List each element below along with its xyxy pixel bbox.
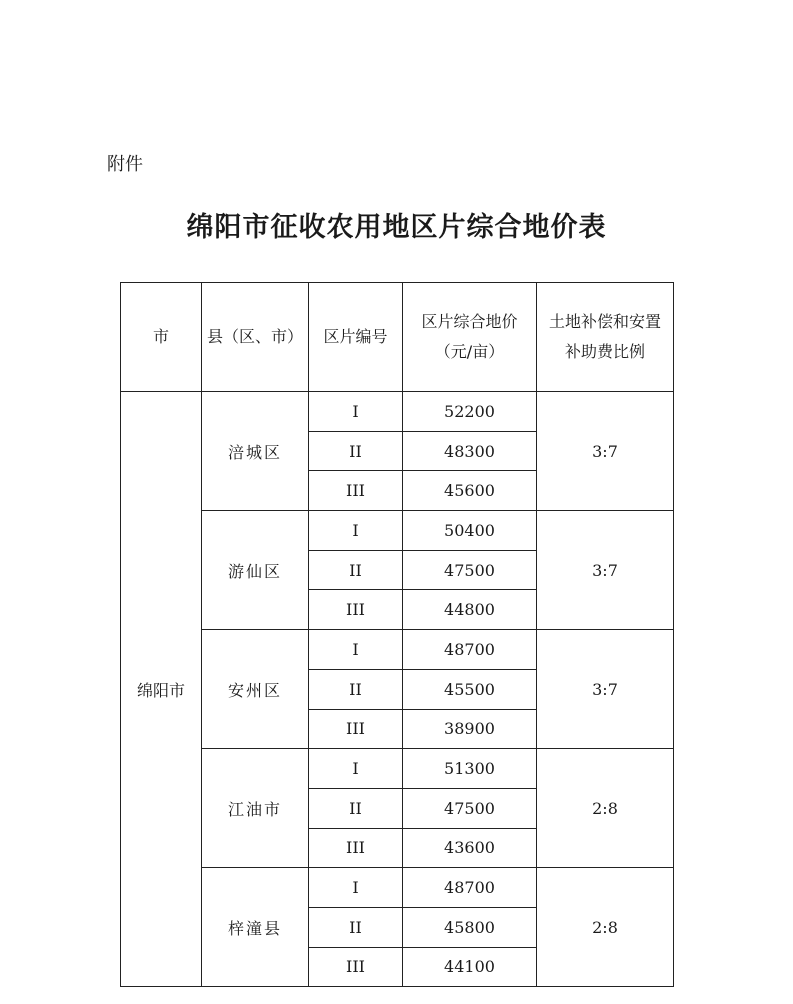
price-cell: 52200 [403,392,537,432]
price-cell: 48700 [403,868,537,908]
land-price-table [120,282,674,987]
ratio-cell: 3:7 [537,511,674,630]
zone-code-cell: II [309,788,403,828]
price-cell: 47500 [403,550,537,590]
zone-code-cell: II [309,431,403,471]
ratio-cell: 2:8 [537,749,674,868]
price-cell: 45600 [403,471,537,511]
table-body [121,392,674,987]
zone-code-cell: II [309,669,403,709]
price-cell: 45500 [403,669,537,709]
zone-code-cell: I [309,392,403,432]
price-cell: 47500 [403,788,537,828]
table-row [121,749,674,789]
price-cell: 44100 [403,947,537,987]
price-cell: 43600 [403,828,537,868]
price-cell: 50400 [403,511,537,551]
header-county: 县（区、市） [202,283,309,392]
price-cell: 48300 [403,431,537,471]
zone-code-cell: I [309,511,403,551]
table-row [121,630,674,670]
ratio-cell: 3:7 [537,392,674,511]
ratio-cell: 2:8 [537,868,674,987]
zone-code-cell: II [309,907,403,947]
attachment-label: 附件 [107,154,143,175]
price-cell: 38900 [403,709,537,749]
header-price-line2: （元/亩） [434,342,505,361]
header-price [403,283,537,392]
document-title: 绵阳市征收农用地区片综合地价表 [186,212,607,243]
county-cell: 梓潼县 [202,868,309,987]
city-cell: 绵阳市 [121,392,202,987]
zone-code-cell: III [309,947,403,987]
county-cell: 安州区 [202,630,309,749]
header-price-line1: 区片综合地价 [421,312,518,331]
county-cell: 江油市 [202,749,309,868]
header-ratio [537,283,674,392]
zone-code-cell: II [309,550,403,590]
price-cell: 51300 [403,749,537,789]
table-row [121,511,674,551]
header-ratio-line2: 补助费比例 [564,342,645,361]
zone-code-cell: III [309,590,403,630]
zone-code-cell: III [309,828,403,868]
zone-code-cell: III [309,709,403,749]
county-cell: 游仙区 [202,511,309,630]
header-ratio-line1: 土地补偿和安置 [548,312,661,331]
zone-code-cell: I [309,868,403,908]
price-cell: 48700 [403,630,537,670]
zone-code-cell: III [309,471,403,511]
table-header-row [121,283,674,392]
header-zone-code: 区片编号 [309,283,403,392]
zone-code-cell: I [309,749,403,789]
county-cell: 涪城区 [202,392,309,511]
ratio-cell: 3:7 [537,630,674,749]
table-row [121,392,674,432]
table-row [121,868,674,908]
price-cell: 44800 [403,590,537,630]
header-city: 市 [121,283,202,392]
zone-code-cell: I [309,630,403,670]
price-cell: 45800 [403,907,537,947]
